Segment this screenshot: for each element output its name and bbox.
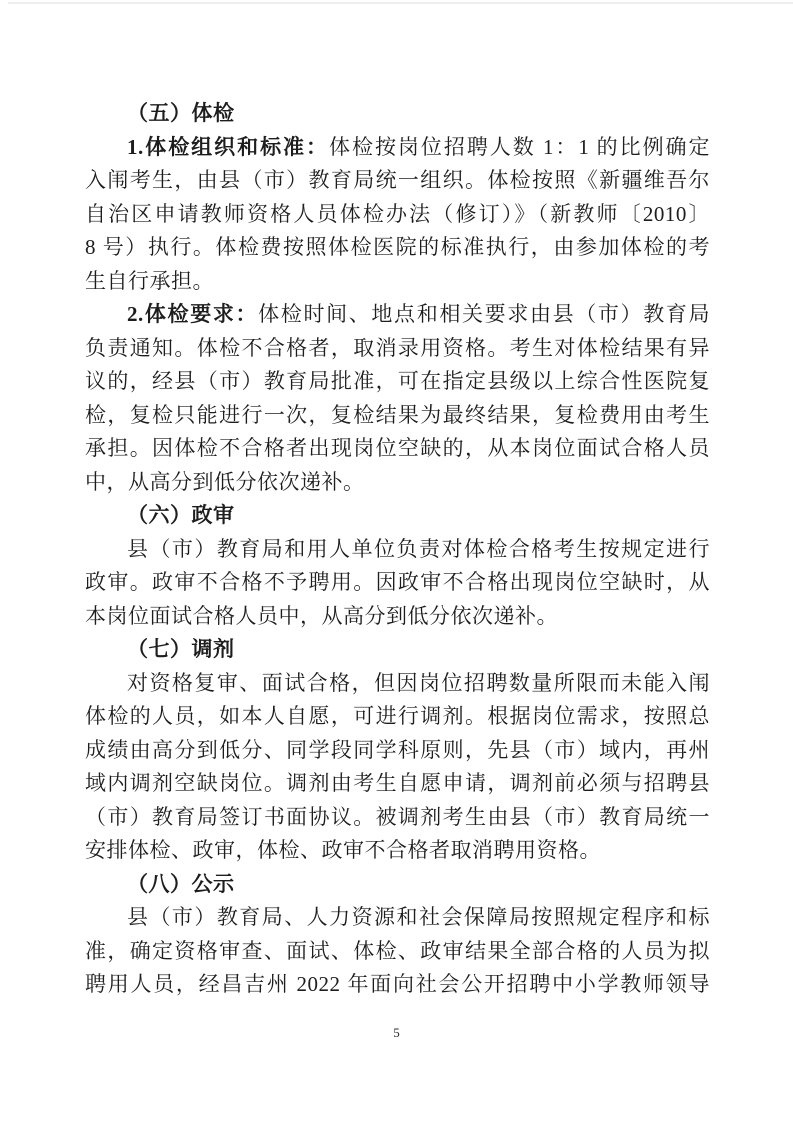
text-line	[85, 935, 710, 969]
text-line	[85, 231, 710, 265]
section-heading	[85, 499, 710, 533]
text-line	[85, 901, 710, 935]
text-line	[85, 332, 710, 366]
bold-run: 2.体检要求：	[127, 302, 259, 326]
text-line	[85, 801, 710, 835]
heading-text: （七）调剂	[127, 637, 235, 661]
page-number: 5	[393, 1025, 400, 1040]
text-run: （市）教育局签订书面协议。被调剂考生由县（市）教育局统一	[85, 804, 710, 829]
text-line	[85, 600, 710, 634]
text-line	[85, 131, 710, 165]
text-line	[85, 968, 710, 1002]
text-line	[85, 399, 710, 433]
text-line	[85, 298, 710, 332]
heading-text: （八）公示	[127, 871, 235, 896]
section-heading	[85, 97, 710, 131]
text-line	[85, 164, 710, 198]
text-run: 聘用人员，经昌吉州 2022 年面向社会公开招聘中小学教师领导	[85, 972, 710, 996]
section-heading	[85, 633, 710, 667]
text-line	[85, 265, 710, 299]
heading-text: （五）体检	[127, 101, 235, 125]
text-run: 域内调剂空缺岗位。调剂由考生自愿申请，调剂前必须与招聘县	[85, 771, 710, 795]
text-run: 8 号）执行。体检费按照体检医院的标准执行，由参加体检的考	[85, 235, 710, 259]
heading-text: （六）政审	[127, 503, 235, 527]
text-run: 检，复检只能进行一次，复检结果为最终结果，复检费用由考生	[85, 402, 710, 427]
bold-run: 1.体检组织和标准：	[127, 134, 329, 159]
text-run: 对资格复审、面试合格，但因岗位招聘数量所限而未能入闱	[127, 670, 710, 695]
text-run: 生自行承担。	[85, 268, 214, 293]
text-line	[85, 700, 710, 734]
text-run: 中，从高分到低分依次递补。	[85, 469, 365, 494]
text-run: 负责通知。体检不合格者，取消录用资格。考生对体检结果有异	[85, 335, 710, 360]
text-run: 自治区申请教师资格人员体检办法（修订）》（新教师〔2010〕	[85, 201, 710, 226]
text-line	[85, 767, 710, 801]
text-line	[85, 734, 710, 768]
text-run: 政审。政审不合格不予聘用。因政审不合格出现岗位空缺时，从	[85, 570, 710, 594]
document-lines	[85, 97, 710, 1002]
text-line	[85, 667, 710, 701]
text-run: 县（市）教育局和用人单位负责对体检合格考生按规定进行	[127, 536, 710, 561]
text-run: 体检的人员，如本人自愿，可进行调剂。根据岗位需求，按照总	[85, 704, 710, 728]
text-run: 安排体检、政审，体检、政审不合格者取消聘用资格。	[85, 838, 601, 862]
text-line	[85, 566, 710, 600]
text-line	[85, 834, 710, 868]
text-run: 体检按岗位招聘人数 1：1 的比例确定	[329, 134, 711, 159]
text-run: 县（市）教育局、人力资源和社会保障局按照规定程序和标	[127, 905, 710, 929]
text-line	[85, 198, 710, 232]
scan-edge-artifact	[8, 2, 793, 4]
text-run: 成绩由高分到低分、同学段同学科原则，先县（市）域内，再州	[85, 737, 710, 762]
text-run: 体检时间、地点和相关要求由县（市）教育局	[258, 302, 711, 326]
text-run: 入闱考生，由县（市）教育局统一组织。体检按照《新疆维吾尔	[85, 168, 710, 192]
text-run: 准，确定资格审查、面试、体检、政审结果全部合格的人员为拟	[85, 938, 710, 963]
text-line	[85, 365, 710, 399]
text-run: 本岗位面试合格人员中，从高分到低分依次递补。	[85, 603, 558, 628]
text-run: 承担。因体检不合格者出现岗位空缺的，从本岗位面试合格人员	[85, 436, 710, 460]
text-line	[85, 533, 710, 567]
text-line	[85, 466, 710, 500]
text-line	[85, 432, 710, 466]
section-heading	[85, 868, 710, 902]
text-run: 议的，经县（市）教育局批准，可在指定县级以上综合性医院复	[85, 369, 710, 393]
